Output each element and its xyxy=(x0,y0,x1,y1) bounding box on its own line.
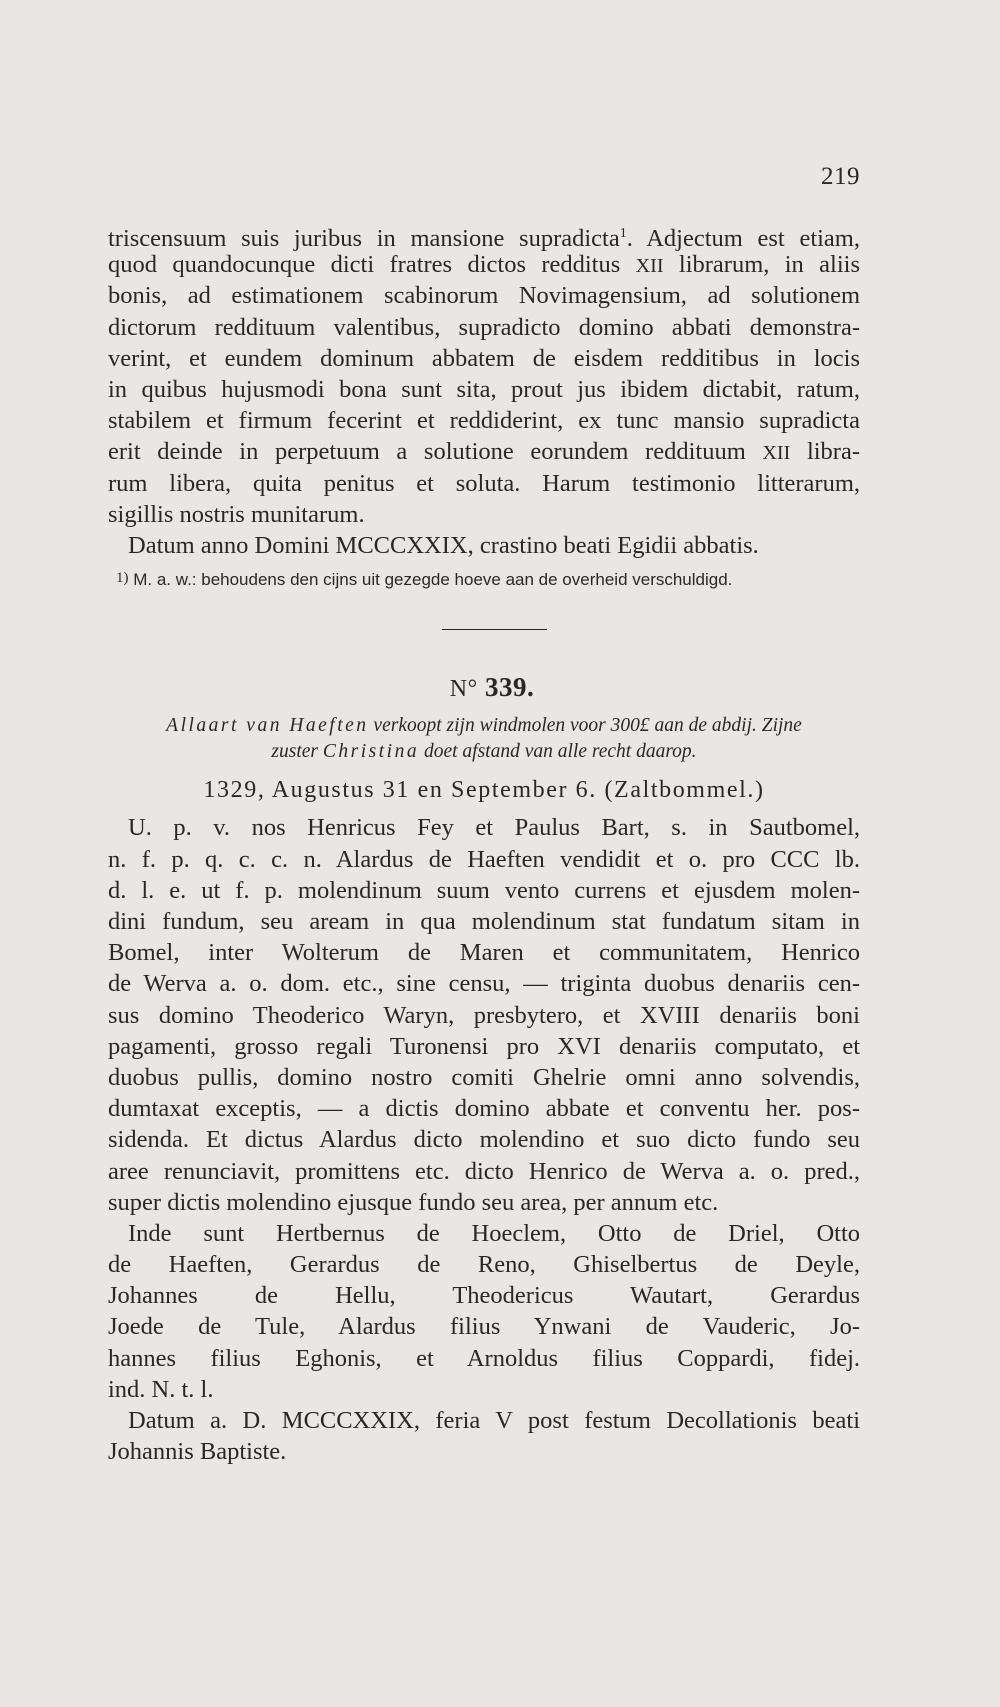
text-line: Joede de Tule, Alardus filius Ynwani de Vauderic, Jo- xyxy=(108,1313,860,1341)
text-line: triscensuum suis juribus in mansione supradicta$^1$. Adjectum est etiam, xyxy=(108,225,860,253)
summary-line: zuster Christina doet afstand van alle recht daarop. xyxy=(271,741,697,763)
text-line: de Haeften, Gerardus de Reno, Ghiselbertus de Deyle, xyxy=(108,1251,860,1279)
section-divider xyxy=(442,629,547,630)
text-line: aree renunciavit, promittens etc. dicto Henrico de Werva a. o. pred., xyxy=(108,1157,860,1185)
text-line: U. p. v. nos Henricus Fey et Paulus Bart, s. in Sautbomel, xyxy=(128,814,860,842)
text-line: dumtaxat exceptis, — a dictis domino abbate et conventu her. pos- xyxy=(108,1095,860,1123)
text-line: rum libera, quita penitus et soluta. Harum testimonio litterarum, xyxy=(108,469,860,497)
text-line: Inde sunt Hertbernus de Hoeclem, Otto de Driel, Otto xyxy=(128,1219,860,1247)
text-line: pagamenti, grosso regali Turonensi pro XVI denariis computato, et xyxy=(108,1032,860,1060)
text-line: dictorum reddituum valentibus, supradicto domino abbati demonstra- xyxy=(108,313,860,341)
continuation-text xyxy=(108,218,860,561)
text-line: verint, et eundem dominum abbatem de eisdem redditibus in locis xyxy=(108,344,860,372)
text-line: Bomel, inter Wolterum de Maren et communitatem, Henrico xyxy=(108,939,860,967)
document-number: N° 339. xyxy=(449,672,535,703)
text-line: in quibus hujusmodi bona sunt sita, prout jus ibidem dictabit, ratum, xyxy=(108,375,860,403)
document-summary xyxy=(108,713,860,765)
text-line: sigillis nostris munitarum. xyxy=(108,500,365,528)
text-line: de Werva a. o. dom. etc., sine censu, — triginta duobus denariis cen- xyxy=(108,970,860,998)
page-content xyxy=(108,218,860,1467)
text-line: stabilem et firmum fecerint et reddiderint, ex tunc mansio supradicta xyxy=(108,407,860,435)
charter-body xyxy=(108,812,860,1467)
text-line: Johannes de Hellu, Theodericus Wautart, Gerardus xyxy=(108,1282,860,1310)
text-line: d. l. e. ut f. p. molendinum suum vento currens et ejusdem molen- xyxy=(108,876,860,904)
document-date: 1329, Augustus 31 en September 6. (Zaltbommel.) xyxy=(203,777,765,804)
text-line: sus domino Theoderico Waryn, presbytero, et XVIII denariis boni xyxy=(108,1001,860,1029)
text-line: hannes filius Eghonis, et Arnoldus filius Coppardi, fidej. xyxy=(108,1344,860,1372)
footnote: 1) M. a. w.: behoudens den cijns uit gezegde hoeve aan de overheid verschuldigd. xyxy=(116,570,733,590)
text-line: dini fundum, seu aream in qua molendinum stat fundatum sitam in xyxy=(108,908,860,936)
text-line: super dictis molendino ejusque fundo seu area, per annum etc. xyxy=(108,1188,719,1216)
text-line: erit deinde in perpetuum a solutione eorundem reddituum XII libra- xyxy=(108,438,860,466)
text-line: n. f. p. q. c. c. n. Alardus de Haeften vendidit et o. pro CCC lb. xyxy=(108,845,860,873)
text-line: Datum a. D. MCCCXXIX, feria V post festum Decollationis beati xyxy=(128,1407,860,1435)
text-line: duobus pullis, domino nostro comiti Ghelrie omni anno solvendis, xyxy=(108,1063,860,1091)
summary-line: Allaart van Haeften verkoopt zijn windmolen voor 300£ aan de abdij. Zijne xyxy=(166,715,802,737)
text-line: bonis, ad estimationem scabinorum Novimagensium, ad solutionem xyxy=(108,282,860,310)
text-line: sidenda. Et dictus Alardus dicto molendino et suo dicto fundo seu xyxy=(108,1126,860,1154)
page-number: 219 xyxy=(821,163,860,190)
text-line: ind. N. t. l. xyxy=(108,1375,214,1403)
datum-line: Datum anno Domini MCCCXXIX, crastino beati Egidii abbatis. xyxy=(128,531,759,559)
text-line: Johannis Baptiste. xyxy=(108,1438,287,1466)
text-line: quod quandocunque dicti fratres dictos redditus XII librarum, in aliis xyxy=(108,251,861,279)
